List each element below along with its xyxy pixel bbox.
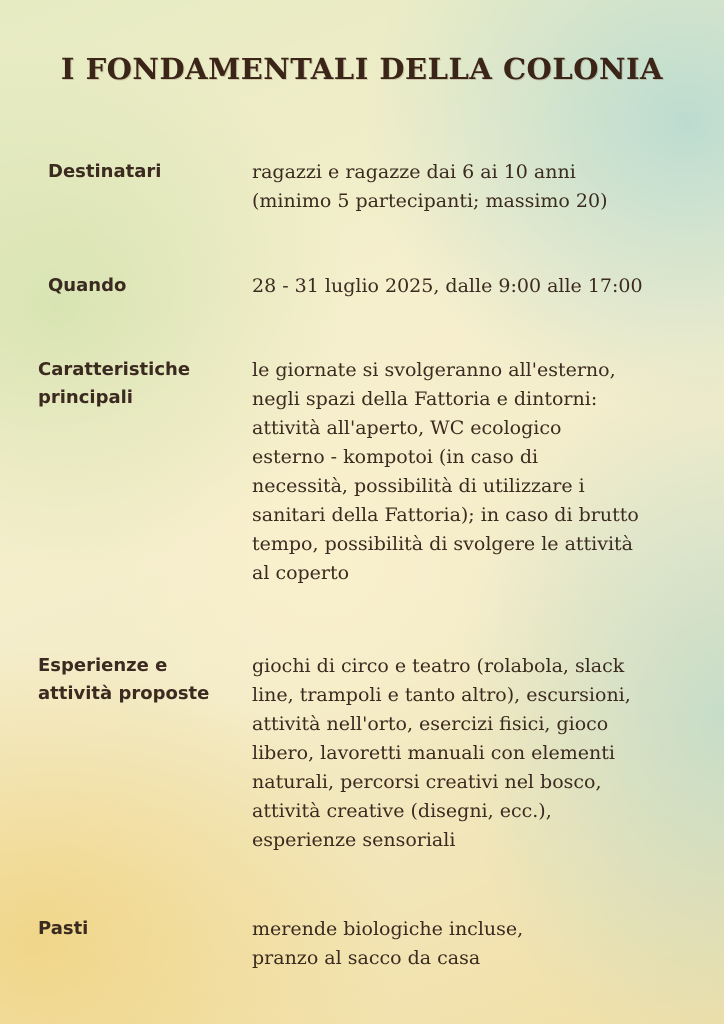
section-value: 28 - 31 luglio 2025, dalle 9:00 alle 17:00 (252, 275, 643, 297)
section-label: Pasti (38, 918, 89, 939)
section-value: giochi di circo e teatro (rolabola, slack line, trampoli e tanto altro), escursioni, attività nell'orto, esercizi fisici, gioco libero, lavoretti manuali con elementi naturali, percorsi creativi nel bosco, attività creative (disegni, ecc.), esperienze sensoriali (252, 655, 631, 851)
section-label: Caratteristiche principali (38, 359, 191, 408)
page-title: I FONDAMENTALI DELLA COLONIA (60, 52, 664, 86)
section-value: le giornate si svolgeranno all'esterno, negli spazi della Fattoria e dintorni: attività all'aperto, WC ecologico esterno - kompotoi (in caso di necessità, possibilità di utilizzare i sanitari della Fattoria); in caso di brutto tempo, possibilità di svolgere le attività al coperto (252, 359, 639, 584)
section-label: Quando (48, 275, 127, 296)
section-value: ragazzi e ragazze dai 6 ai 10 anni (minimo 5 partecipanti; massimo 20) (252, 161, 608, 212)
section-label: Esperienze e attività proposte (38, 655, 210, 704)
section-label: Destinatari (48, 161, 162, 182)
section-value: merende biologiche incluse, pranzo al sacco da casa (252, 918, 524, 969)
